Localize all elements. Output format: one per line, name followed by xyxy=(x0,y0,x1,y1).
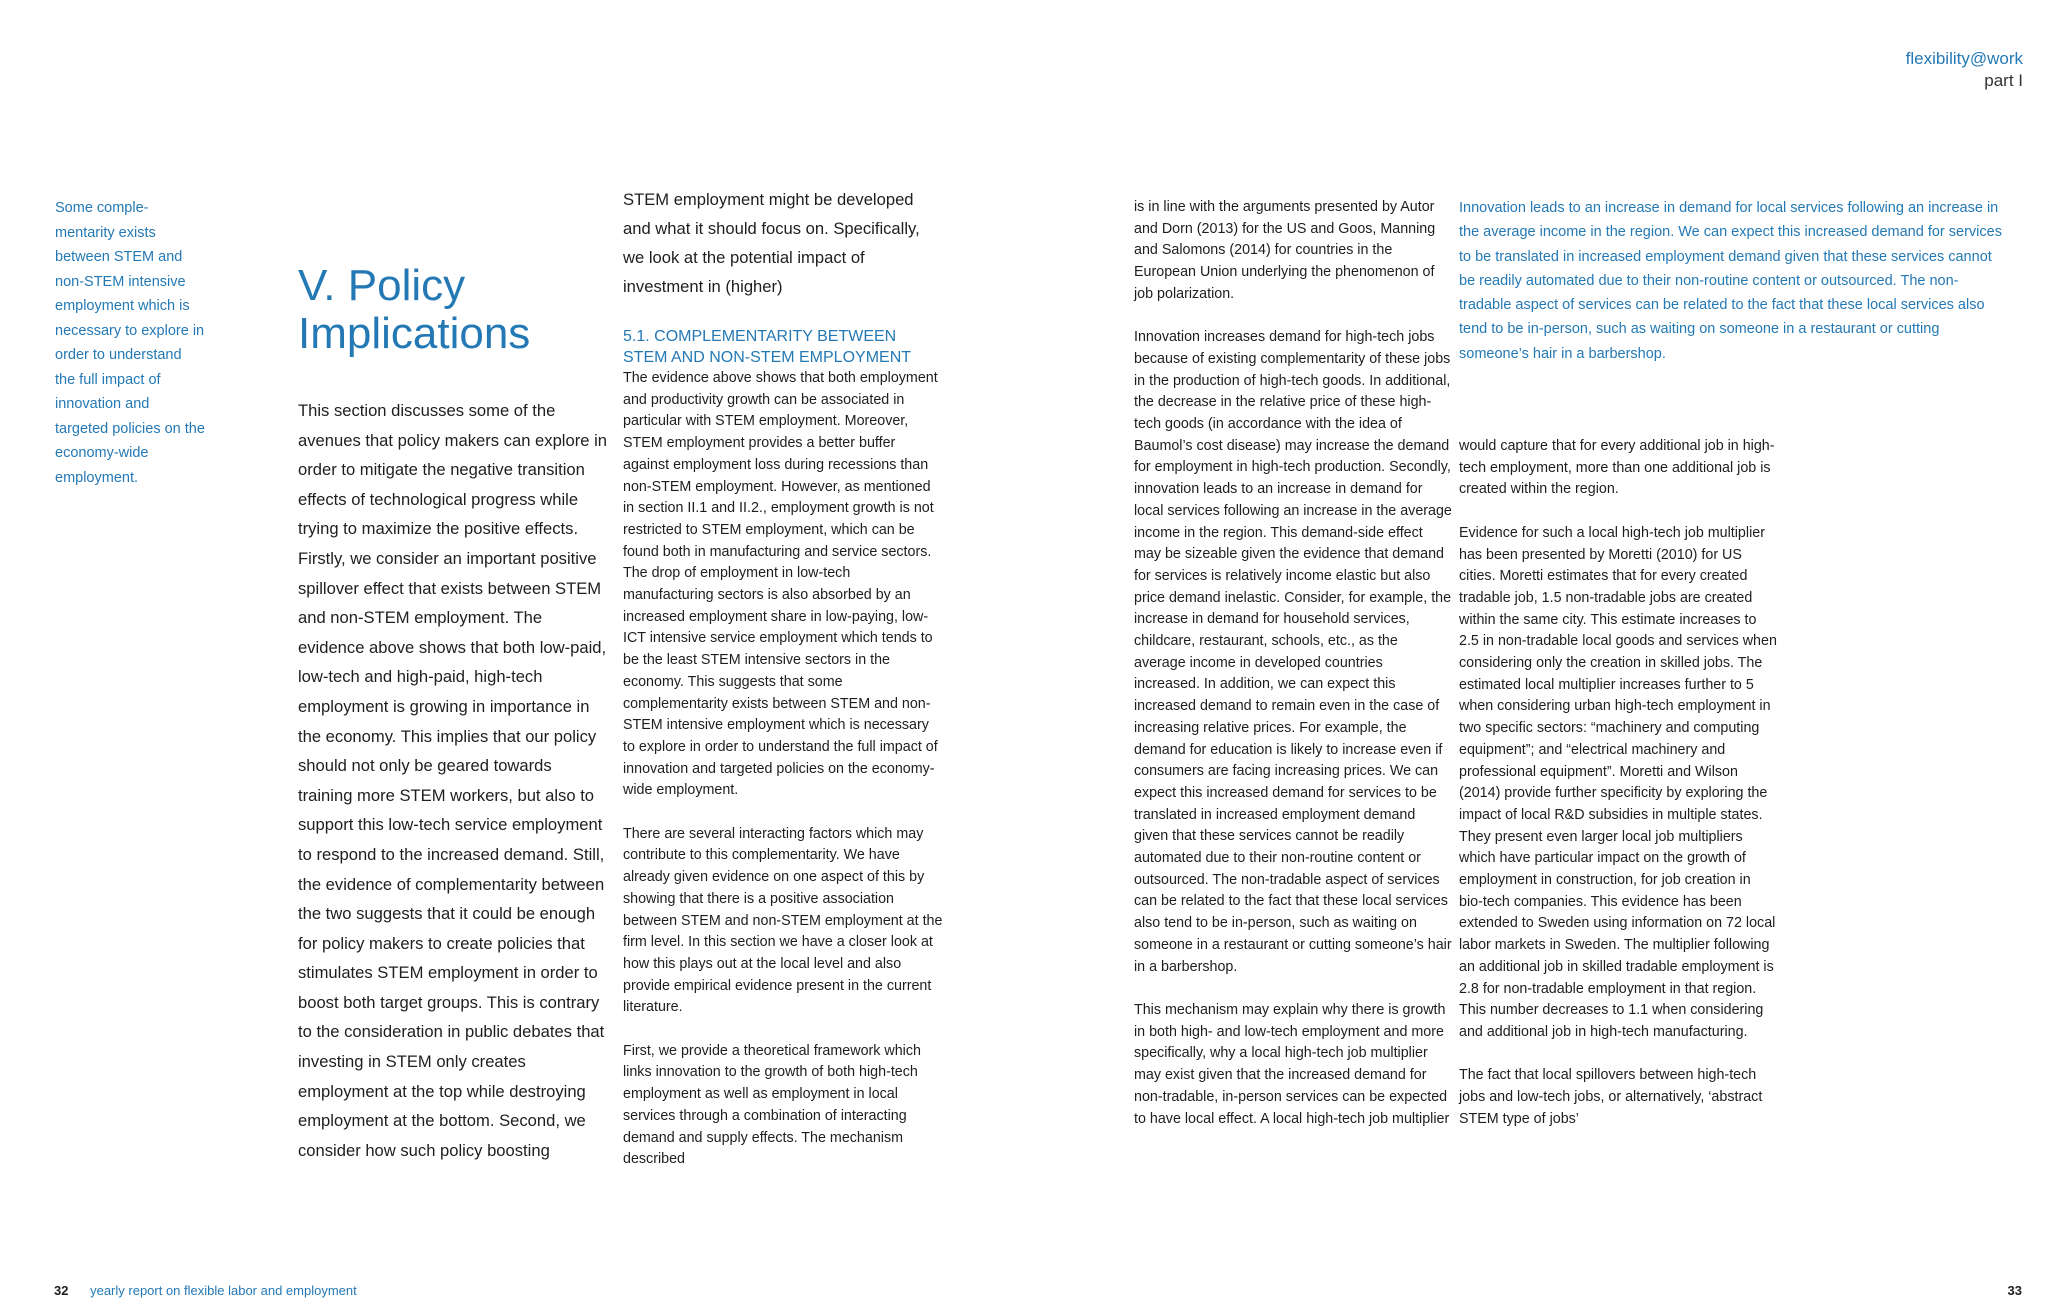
column-4 xyxy=(1459,436,1777,1152)
header-brand: flexibility@work xyxy=(1905,49,2023,68)
title-line-2: Implications xyxy=(298,309,531,358)
margin-note: Some comple-mentarity exists between STEM and non-STEM intensive employment which is necessary to explore in order to understand the full impact of innovation and targeted policies on the economy-wide employment. xyxy=(55,200,205,486)
column-2-paragraph-3: First, we provide a theoretical framework which links innovation to the growth of both high-tech employment as well as employment in local services through a combination of interacting demand and supply effects. The mechanism described xyxy=(623,1042,921,1168)
column-2-paragraph-2: There are several interacting factors which may contribute to this complementarity. We have already given evidence on one aspect of this by showing that there is a positive association between STEM and non-STEM employment at the firm level. In this section we have a closer look at how this plays out at the local level and also provide empirical evidence present in the current literature. xyxy=(623,825,943,1016)
column-2-paragraph-1: The evidence above shows that both employment and productivity growth can be associated in particular with STEM employment. Moreover, STEM employment provides a better buffer against employment loss during recessions than non-STEM employment. However, as mentioned in section II.1 and II.2., employment growth is not restricted to STEM employment, which can be found both in manufacturing and service sectors. The drop of employment in low-tech manufacturing sectors is also absorbed by an increased employment share in low-paying, low-ICT intensive service employment which tends to be the least STEM intensive sectors in the economy. This suggests that some complementarity exists between STEM and non-STEM intensive employment which is necessary to explore in order to understand the full impact of innovation and targeted policies on the economy-wide employment. xyxy=(623,370,938,799)
column-3-paragraph-2: Innovation increases demand for high-tech jobs because of existing complementarity of these jobs in the production of high-tech goods. In additional, the decrease in the relative price of these high-tech goods (in accordance with the idea of Baumol’s cost disease) may increase the demand for employment in high-tech production. Secondly, innovation leads to an increase in demand for local services following an increase in the average income in the region. This demand-side effect may be sizeable given the evidence that demand for services is relatively income elastic but also price demand inelastic. Consider, for example, the increase in demand for household services, childcare, restaurant, schools, etc., as the average income in developed countries increased. In addition, we can expect this increased demand to remain even in the case of increasing relative prices. For example, the demand for education is likely to increase even if consumers are facing increasing prices. We can expect this increased demand for services to be translated in increased employment demand given that these services cannot be readily automated due to their non-routine content or outsourced. The non-tradable aspect of services can be related to the fact that these local services also tend to be in-person, such as waiting on someone in a restaurant or cutting someone’s hair in a barbershop. xyxy=(1134,329,1452,975)
footer-title: yearly report on flexible labor and employment xyxy=(90,1283,357,1298)
column-2 xyxy=(623,326,943,1193)
footer-left xyxy=(54,1283,357,1298)
page-number-left: 32 xyxy=(54,1283,69,1298)
page-number-right: 33 xyxy=(2007,1283,2022,1298)
section-heading: 5.1. COMPLEMENTARITY BETWEEN STEM AND NON-STEM EMPLOYMENT xyxy=(623,328,912,366)
column-2-lead: STEM employment might be developed and what it should focus on. Specifically, we look at the potential impact of investment in (higher) xyxy=(623,190,920,296)
column-3 xyxy=(1134,197,1452,1152)
column-4-paragraph-2: Evidence for such a local high-tech job multiplier has been presented by Moretti (2010) for US cities. Moretti estimates that for every created tradable job, 1.5 non-tradable jobs are created within the same city. This estimate increases to 2.5 in non-tradable local goods and services when considering only the creation in skilled jobs. The estimated local multiplier increases further to 5 when considering urban high-tech employment in two specific sectors: “machinery and computing equipment”; and “electrical machinery and professional equipment”. Moretti and Wilson (2014) provide further specificity by exploring the impact of local R&D subsidies in multiple states. They present even larger local job multipliers which have particular impact on the growth of employment in construction, for job creation in bio-tech companies. This evidence has been extended to Sweden using information on 72 local labor markets in Sweden. The multiplier following an additional job in skilled tradable employment is 2.8 for non-tradable employment in that region. This number decreases to 1.1 when considering and additional job in high-tech manufacturing. xyxy=(1459,524,1777,1040)
title-line-1: V. Policy xyxy=(298,261,466,310)
column-3-paragraph-1: is in line with the arguments presented by Autor and Dorn (2013) for the US and Goos, Manning and Salomons (2014) for countries in the European Union underlying the phenomenon of job polarization. xyxy=(1134,199,1436,302)
column-4-paragraph-3: The fact that local spillovers between high-tech jobs and low-tech jobs, or alternatively, ‘abstract STEM type of jobs’ xyxy=(1459,1067,1763,1127)
page-title xyxy=(298,262,530,358)
pull-quote: Innovation leads to an increase in demand for local services following an increase in the average income in the region. We can expect this increased demand for services to be translated in increased employment demand given that these services cannot be readily automated due to their non-routine content or outsourced. The non-tradable aspect of services can be related to the fact that these local services also tend to be in-person, such as waiting on someone in a restaurant or cutting someone’s hair in a barbershop. xyxy=(1459,200,2002,362)
intro-paragraph: This section discusses some of the avenues that policy makers can explore in order to mitigate the negative transition effects of technological progress while trying to maximize the positive effects. Firstly, we consider an important positive spillover effect that exists between STEM and non-STEM employment. The evidence above shows that both low-paid, low-tech and high-paid, high-tech employment is growing in importance in the economy. This implies that our policy should not only be geared towards training more STEM workers, but also to support this low-tech service employment to respond to the increased demand. Still, the evidence of complementarity between the two suggests that it could be enough for policy makers to create policies that stimulates STEM employment in order to boost both target groups. This is contrary to the consideration in public debates that investing in STEM only creates employment at the top while destroying employment at the bottom. Second, we consider how such policy boosting xyxy=(298,401,607,1160)
running-header xyxy=(1906,48,2023,92)
column-3-paragraph-3: This mechanism may explain why there is growth in both high- and low-tech employment and more specifically, why a local high-tech job multiplier may exist given that the increased demand for non-tradable, in-person services can be expected to have local effect. A local high-tech job multiplier xyxy=(1134,1001,1450,1127)
column-4-paragraph-1: would capture that for every additional job in high-tech employment, more than one additional job is created within the region. xyxy=(1459,438,1775,498)
header-part: part I xyxy=(1984,71,2023,90)
